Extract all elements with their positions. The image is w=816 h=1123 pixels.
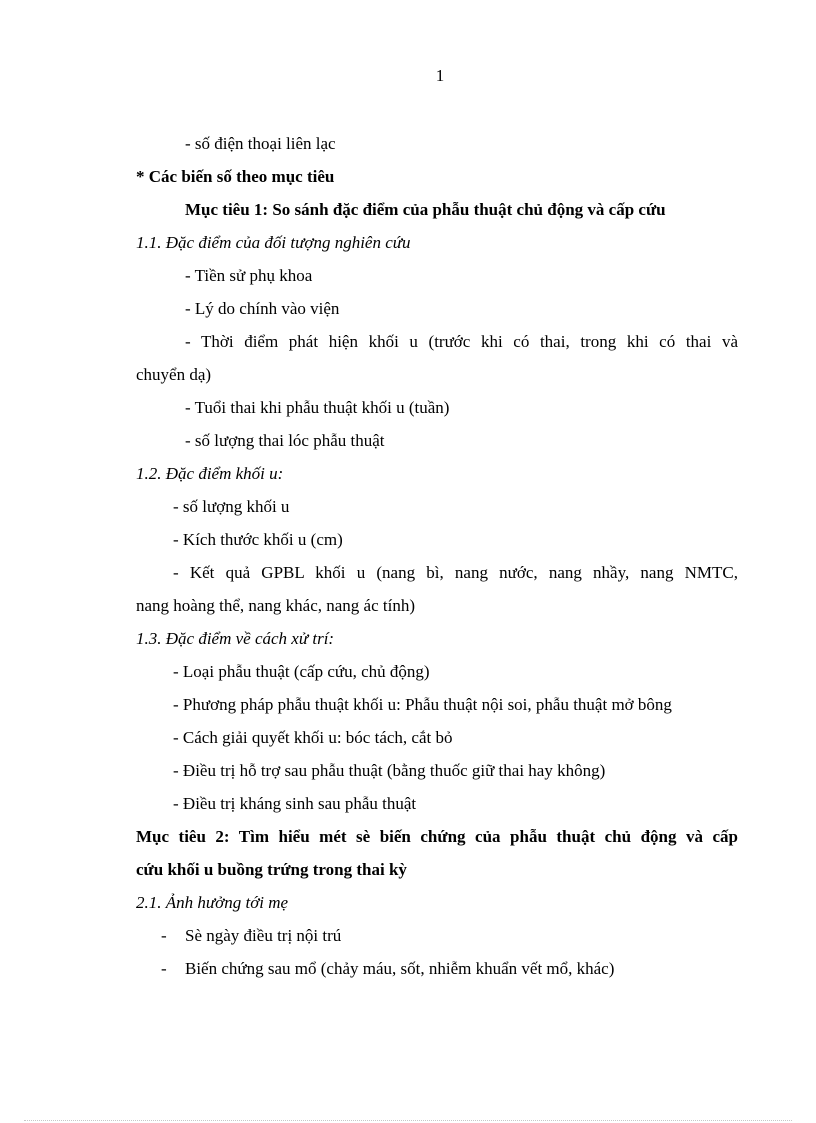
page-number: 1 bbox=[435, 66, 445, 85]
section-1-3-heading: 1.3. Đặc điểm về cách xử trí: bbox=[136, 629, 335, 648]
variables-heading: * Các biến số theo mục tiêu bbox=[136, 167, 335, 186]
admission-reason-item: - Lý do chính vào viện bbox=[185, 299, 340, 318]
section-1-2-heading: 1.2. Đặc điểm khối u: bbox=[136, 464, 284, 483]
antibiotic-treatment-item: - Điều trị kháng sinh sau phẫu thuật bbox=[173, 794, 417, 813]
gyn-history-item: - Tiền sử phụ khoa bbox=[185, 266, 313, 285]
tumor-handling-item: - Cách giải quyết khối u: bóc tách, cắt bỏ bbox=[173, 728, 453, 747]
fetus-count-item: - số lượng thai lóc phẫu thuật bbox=[185, 431, 385, 450]
surgery-method-item: - Phương pháp phẫu thuật khối u: Phẫu thuật nội soi, phẫu thuật mở bông bbox=[173, 695, 672, 714]
detection-time-continuation: chuyển dạ) bbox=[136, 365, 212, 384]
postop-complications-item: Biến chứng sau mổ (chảy máu, sốt, nhiễm khuẩn vết mổ, khác) bbox=[185, 959, 615, 978]
detection-time-item: - Thời điểm phát hiện khối u (trước khi có thai, trong khi có thai và bbox=[185, 332, 738, 351]
section-1-1-heading: 1.1. Đặc điểm của đối tượng nghiên cứu bbox=[136, 233, 411, 252]
contact-phone-item: - số điện thoại liên lạc bbox=[185, 134, 336, 153]
inpatient-days-item: Sè ngày điều trị nội trú bbox=[185, 926, 342, 945]
tumor-size-item: - Kích thước khối u (cm) bbox=[173, 530, 343, 549]
objective-2-heading: Mục tiêu 2: Tìm hiểu mét sè biến chứng của phẫu thuật chủ động và cấp bbox=[136, 827, 738, 846]
pathology-result-item: - Kết quả GPBL khối u (nang bì, nang nước, nang nhầy, nang NMTC, bbox=[173, 563, 738, 582]
page-bottom-divider bbox=[24, 1120, 792, 1121]
tumor-count-item: - số lượng khối u bbox=[173, 497, 290, 516]
objective-2-heading-continuation: cứu khối u buồng trứng trong thai kỳ bbox=[136, 860, 407, 879]
supportive-treatment-item: - Điều trị hỗ trợ sau phẫu thuật (bằng thuốc giữ thai hay không) bbox=[173, 761, 606, 780]
gestational-age-item: - Tuổi thai khi phẫu thuật khối u (tuần) bbox=[185, 398, 450, 417]
objective-1-heading: Mục tiêu 1: So sánh đặc điểm của phẫu thuật chủ động và cấp cứu bbox=[185, 200, 666, 219]
bullet-dash: - bbox=[161, 959, 167, 978]
pathology-result-continuation: nang hoàng thể, nang khác, nang ác tính) bbox=[136, 596, 415, 615]
surgery-type-item: - Loại phẫu thuật (cấp cứu, chủ động) bbox=[173, 662, 430, 681]
bullet-dash: - bbox=[161, 926, 167, 945]
section-2-1-heading: 2.1. Ảnh hưởng tới mẹ bbox=[136, 893, 289, 912]
